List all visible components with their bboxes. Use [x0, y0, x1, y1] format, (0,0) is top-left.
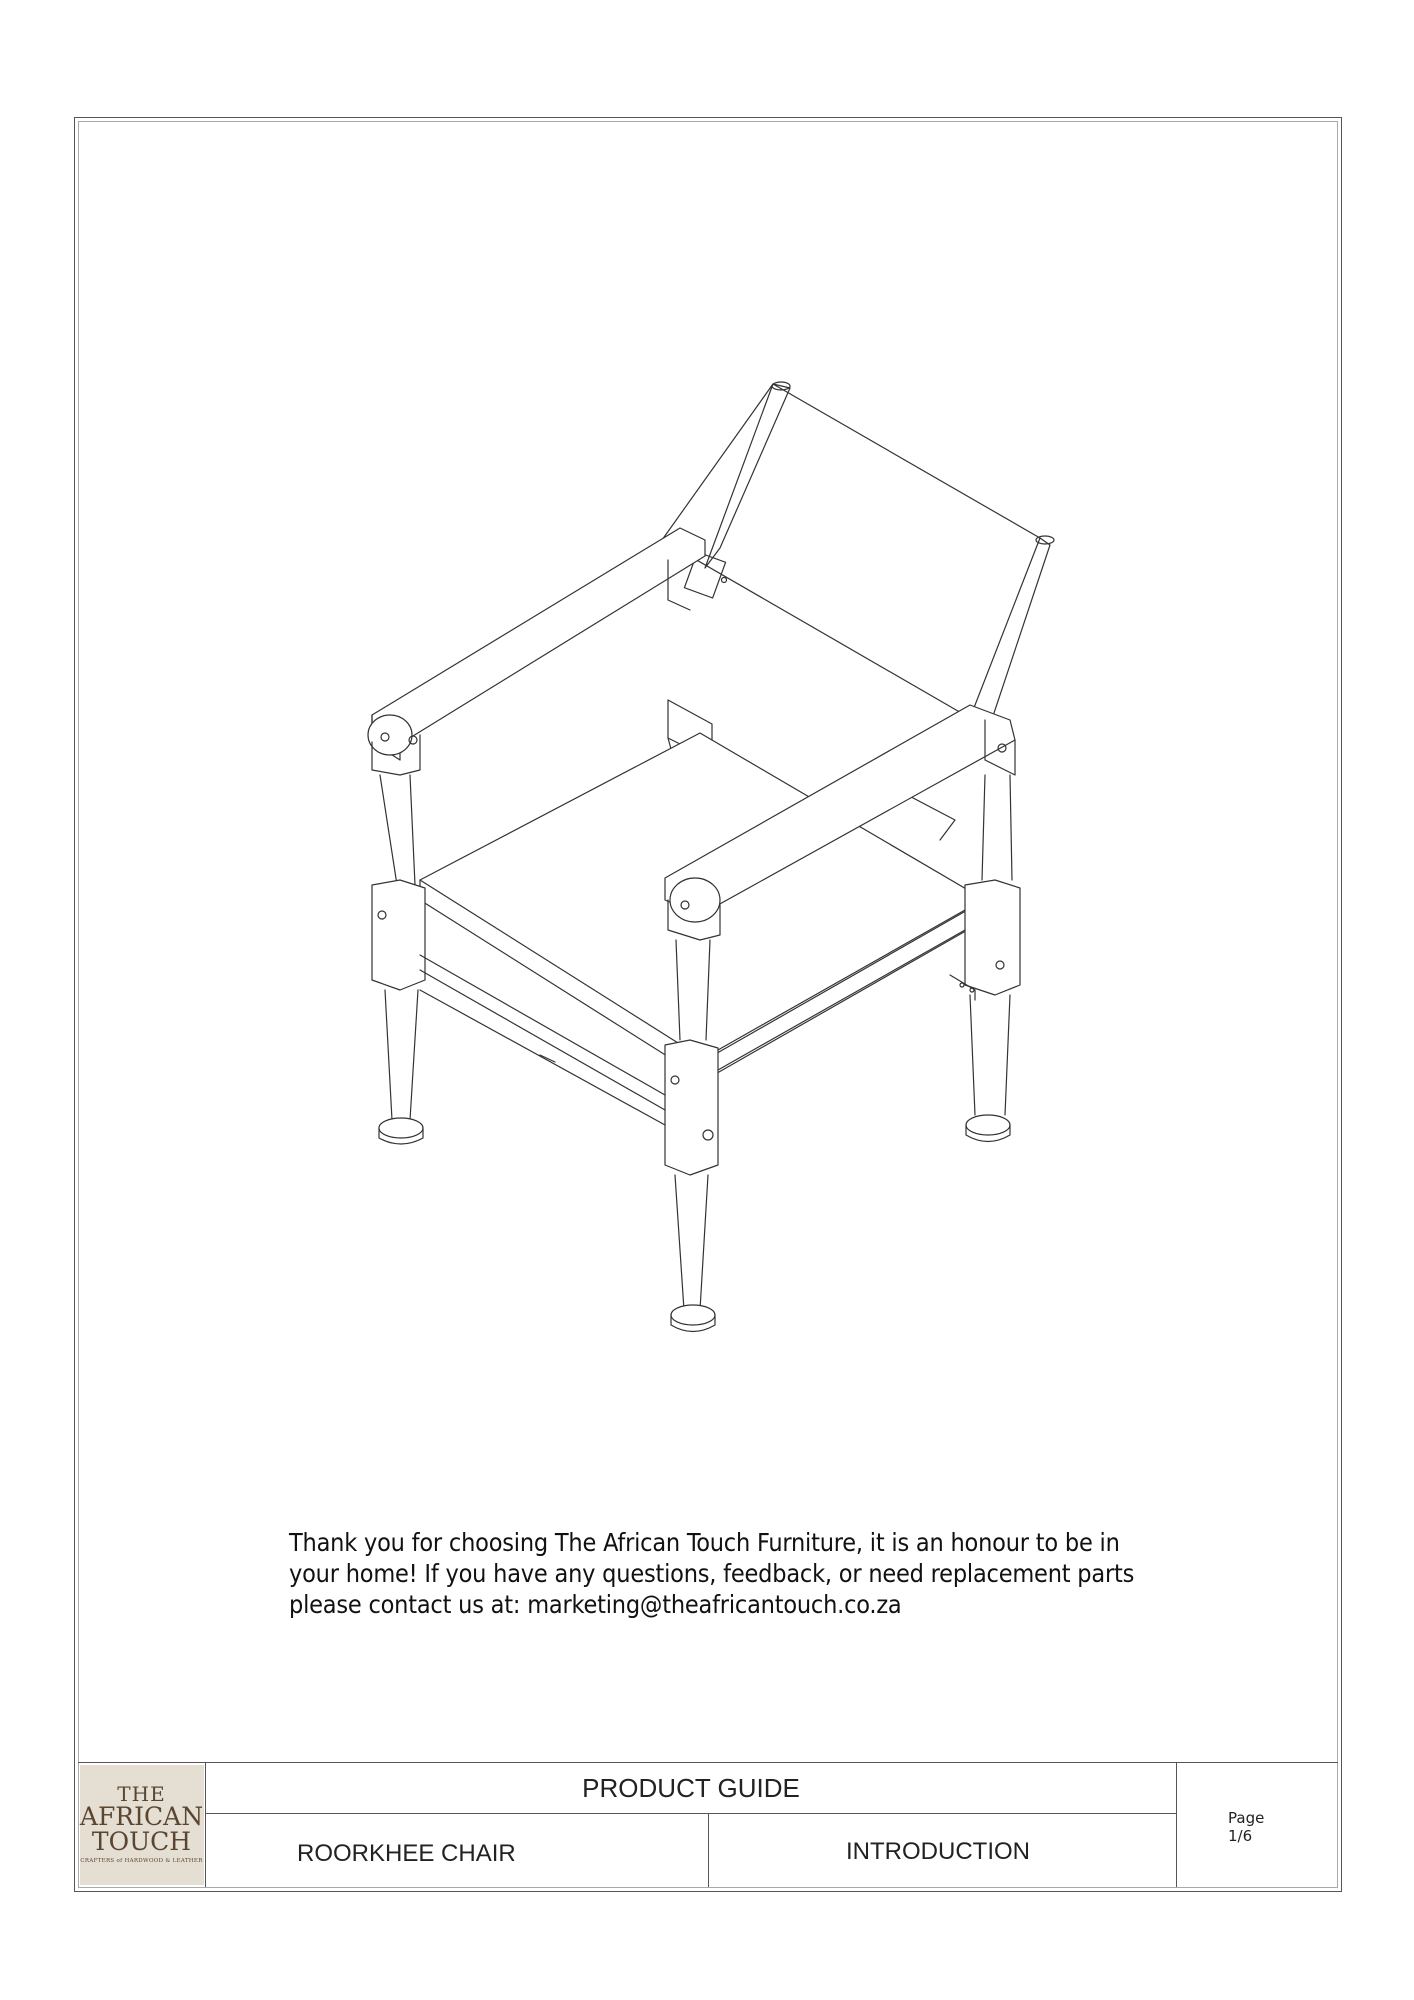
logo-cell	[78, 1763, 206, 1887]
company-logo	[80, 1765, 204, 1885]
left-armrest	[368, 528, 705, 775]
page-indicator	[1176, 1763, 1336, 1887]
logo-line-3: TOUCH	[91, 1827, 192, 1856]
roorkhee-chair-drawing	[330, 360, 1100, 1340]
logo-tagline: CRAFTERS of HARDWOOD & LEATHER	[80, 1858, 203, 1864]
logo-line-2: AFRICAN	[79, 1802, 204, 1831]
back-right-leg	[965, 775, 1020, 1142]
page-label: Page	[1228, 1809, 1265, 1827]
front-left-leg	[372, 775, 425, 1144]
backrest	[662, 382, 1054, 740]
page-number: 1/6	[1228, 1827, 1253, 1845]
document-type: PRODUCT GUIDE	[206, 1763, 1176, 1814]
intro-message: Thank you for choosing The African Touch Furniture, it is an honour to be in your home! If you have any questions, feedback, or need replacement parts please contact us at: marketing@theafricantouch.co.za	[289, 1528, 1135, 1619]
product-name: ROORKHEE CHAIR	[206, 1814, 709, 1887]
title-block	[78, 1762, 1338, 1888]
section-title: INTRODUCTION	[846, 1838, 1030, 1865]
logo-line-1: THE	[117, 1782, 166, 1806]
